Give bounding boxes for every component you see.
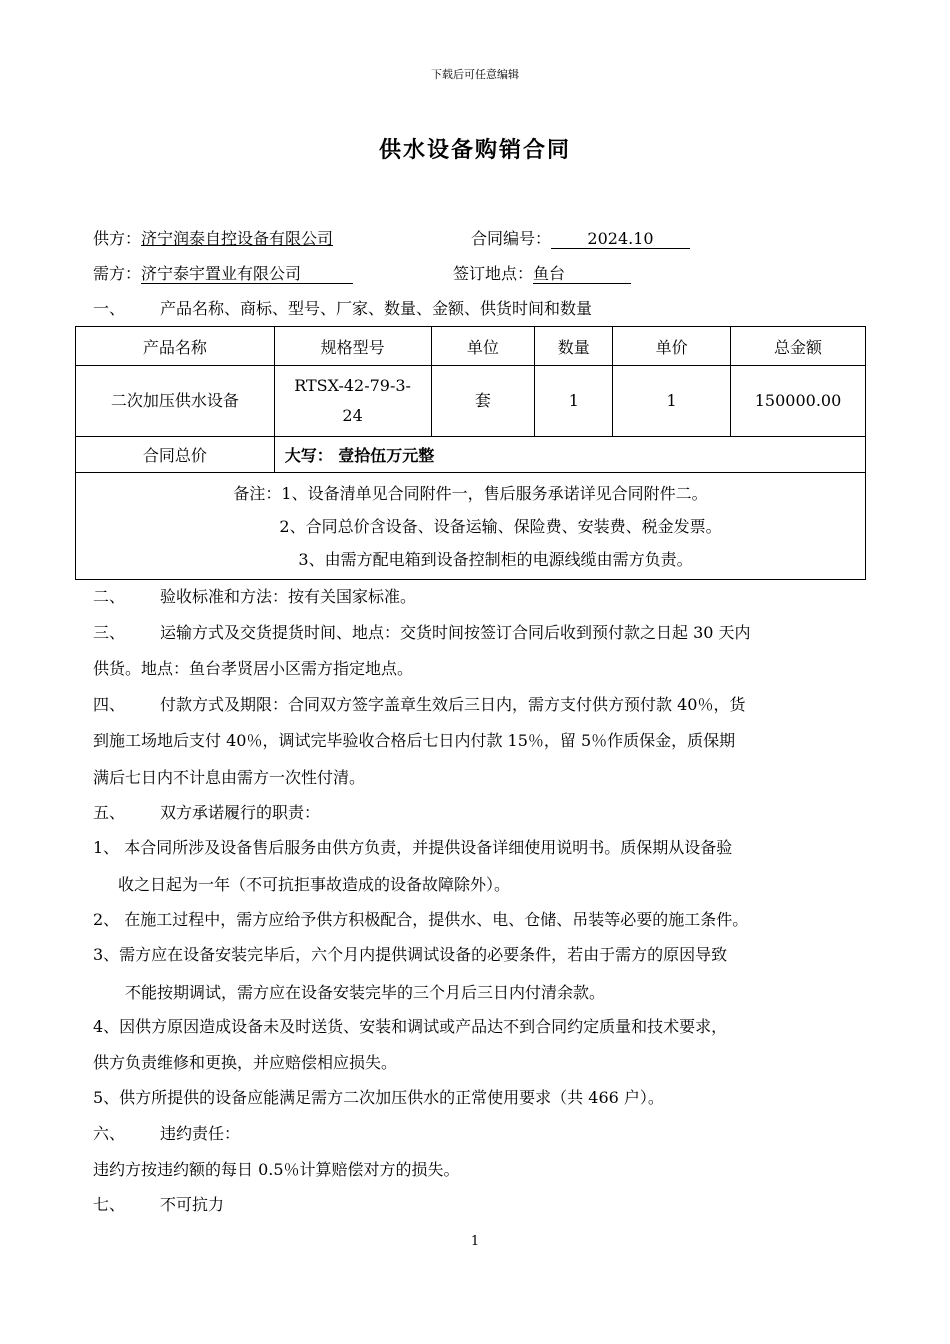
section-1-num: 一、 [93, 299, 126, 318]
cell-total-amount: 150000.00 [731, 366, 866, 437]
section-2-num: 二、 [93, 587, 126, 606]
duty-4: 4、因供方原因造成设备未及时送货、安装和调试或产品达不到合同约定质量和技术要求， [93, 1017, 728, 1036]
section-6-text: 违约责任： [160, 1124, 241, 1143]
section-7 [93, 1192, 224, 1215]
header-product-name: 产品名称 [76, 327, 275, 366]
header-model: 规格型号 [274, 327, 431, 366]
product-table [75, 326, 866, 580]
total-in-words: 大写： 壹拾伍万元整 [274, 437, 865, 473]
buyer-line [93, 261, 353, 284]
section-7-text: 不可抗力 [160, 1195, 225, 1214]
total-label: 合同总价 [76, 437, 275, 473]
header-quantity: 数量 [535, 327, 613, 366]
remark-3: 3、由需方配电箱到设备控制柜的电源线缆由需方负责。 [298, 549, 693, 569]
section-4-text: 付款方式及期限：合同双方签字盖章生效后三日内，需方支付供方预付款 40％，货 [160, 695, 746, 714]
section-3-text: 运输方式及交货提货时间、地点：交货时间按签订合同后收到预付款之日起 30 天内 [160, 623, 751, 642]
cell-product-name: 二次加压供水设备 [76, 366, 275, 437]
section-4-num: 四、 [93, 695, 126, 714]
section-3-num: 三、 [93, 623, 126, 642]
contract-no-line [471, 226, 690, 249]
section-3-cont: 供货。地点：鱼台孝贤居小区需方指定地点。 [93, 659, 414, 678]
cell-model-line1: RTSX-42-79-3- [294, 376, 411, 395]
section-4-cont1: 到施工场地后支付 40％，调试完毕验收合格后七日内付款 15％，留 5％作质保金，质保期 [93, 731, 736, 750]
table-row [76, 366, 866, 437]
cell-unit-price: 1 [613, 366, 731, 437]
page-number: 1 [470, 1234, 480, 1249]
sign-place-value: 鱼台 [533, 265, 631, 284]
supplier-label: 供方： [93, 229, 142, 248]
section-4 [93, 692, 745, 715]
duty-5: 5、供方所提供的设备应能满足需方二次加压供水的正常使用要求（共 466 户）。 [93, 1088, 664, 1107]
section-7-num: 七、 [93, 1195, 126, 1214]
supplier-line [93, 226, 333, 249]
section-5-text: 双方承诺履行的职责： [160, 803, 321, 822]
supplier-value: 济宁润泰自控设备有限公司 [141, 229, 334, 248]
remark-1: 备注：1、设备清单见合同附件一，售后服务承诺详见合同附件二。 [233, 483, 708, 503]
cell-model [274, 366, 431, 437]
section-5-num: 五、 [93, 803, 126, 822]
duty-2: 2、 在施工过程中，需方应给予供方积极配合，提供水、电、仓储、吊装等必要的施工条件。 [93, 910, 749, 929]
sign-place-line [453, 261, 631, 284]
section-6-cont: 违约方按违约额的每日 0.5％计算赔偿对方的损失。 [93, 1160, 460, 1179]
total-row [76, 437, 866, 473]
buyer-label: 需方： [93, 264, 142, 283]
table-header-row [76, 327, 866, 366]
remarks-cell [76, 473, 866, 580]
buyer-value: 济宁泰宇置业有限公司 [141, 265, 353, 284]
section-1-text: 产品名称、商标、型号、厂家、数量、金额、供货时间和数量 [160, 299, 593, 318]
document-title: 供水设备购销合同 [378, 137, 571, 163]
cell-quantity: 1 [535, 366, 613, 437]
header-note: 下载后可任意编辑 [431, 68, 519, 81]
section-1 [93, 296, 592, 319]
duty-4-cont: 供方负责维修和更换，并应赔偿相应损失。 [93, 1053, 398, 1072]
contract-no-label: 合同编号： [471, 229, 552, 248]
header-total-amount: 总金额 [731, 327, 866, 366]
section-2 [93, 584, 416, 607]
remark-2: 2、合同总价含设备、设备运输、保险费、安装费、税金发票。 [279, 516, 722, 536]
section-2-text: 验收标准和方法：按有关国家标准。 [160, 587, 417, 606]
section-3 [93, 620, 751, 643]
section-6 [93, 1121, 240, 1144]
header-unit: 单位 [431, 327, 535, 366]
contract-no-value: 2024.10 [551, 230, 690, 249]
section-4-cont2: 满后七日内不计息由需方一次性付清。 [93, 768, 366, 787]
cell-unit: 套 [431, 366, 535, 437]
duty-1: 1、 本合同所涉及设备售后服务由供方负责，并提供设备详细使用说明书。质保期从设备验 [93, 838, 733, 857]
duty-3-cont: 不能按期调试，需方应在设备安装完毕的三个月后三日内付清余款。 [125, 983, 606, 1002]
duty-1-cont: 收之日起为一年（不可抗拒事故造成的设备故障除外）。 [118, 875, 511, 894]
remarks-row [76, 473, 866, 580]
section-6-num: 六、 [93, 1124, 126, 1143]
section-5 [93, 800, 320, 823]
header-unit-price: 单价 [613, 327, 731, 366]
duty-3: 3、需方应在设备安装完毕后，六个月内提供调试设备的必要条件，若由于需方的原因导致 [93, 945, 728, 964]
cell-model-line2: 24 [342, 406, 363, 425]
sign-place-label: 签订地点： [453, 264, 534, 283]
